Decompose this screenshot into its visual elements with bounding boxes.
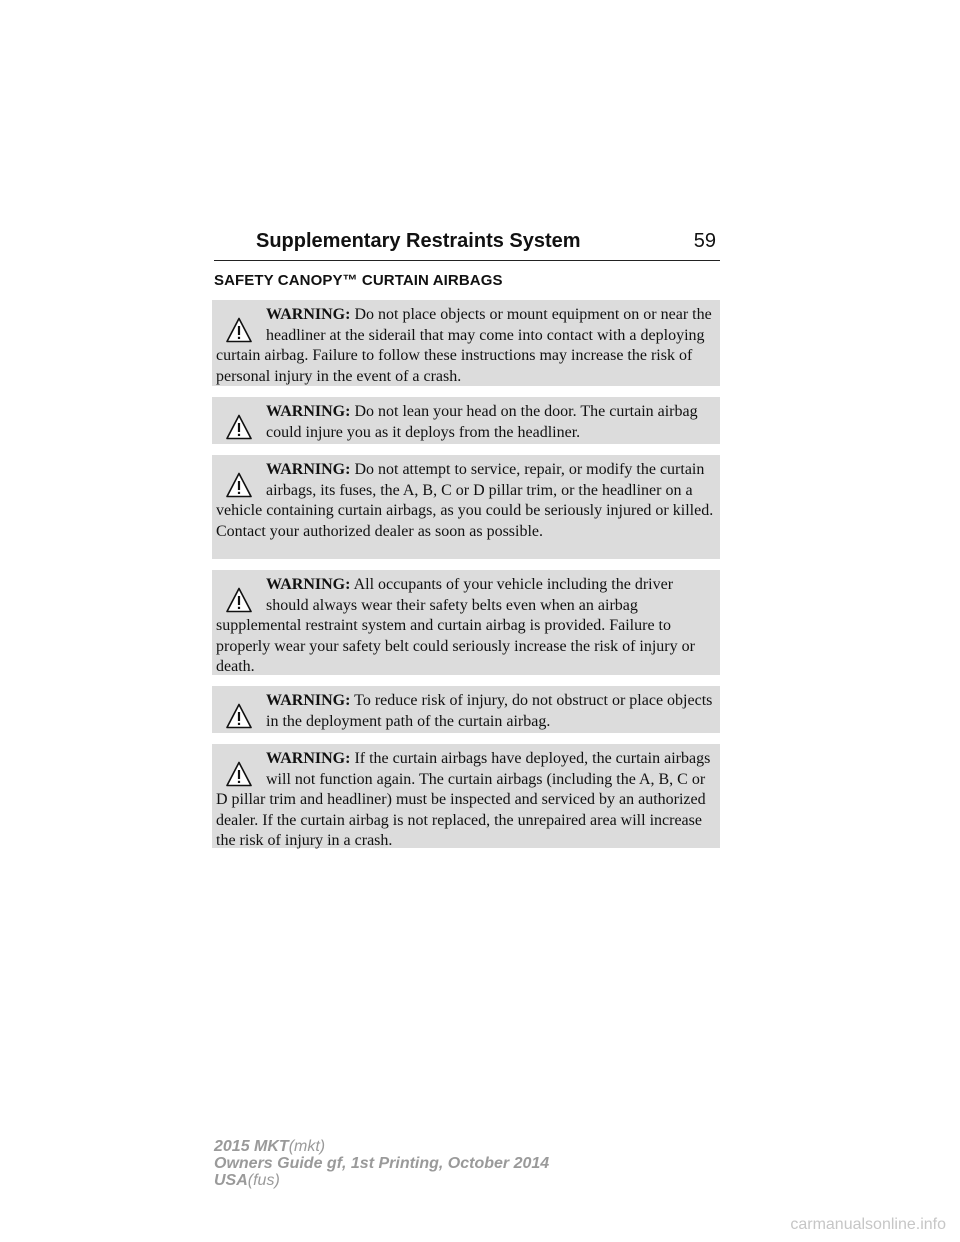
footer-line-2: Owners Guide gf, 1st Printing, October 2014 xyxy=(214,1155,550,1172)
warning-triangle-icon xyxy=(226,317,252,343)
warning-triangle-icon xyxy=(226,472,252,498)
warning-box-6 xyxy=(212,744,720,848)
warning-triangle-icon xyxy=(226,703,252,729)
warning-box-4 xyxy=(212,570,720,675)
warning-box-3 xyxy=(212,455,720,559)
warning-label: WARNING: xyxy=(266,461,351,478)
footer-region: USA xyxy=(214,1172,248,1189)
footer-model: 2015 MKT xyxy=(214,1138,289,1155)
warning-box-2 xyxy=(212,397,720,444)
warning-label: WARNING: xyxy=(266,403,351,420)
warning-text: Do not place objects or mount equipment on or near the headliner at the siderail that may come into contact with a deploying curtain airbag. Failure to follow these instructions may increase the risk of personal injury in the event of a crash. xyxy=(216,306,712,385)
warning-triangle-icon xyxy=(226,761,252,787)
warning-box-5 xyxy=(212,686,720,733)
footer xyxy=(214,1138,549,1189)
warning-label: WARNING: xyxy=(266,692,351,709)
warning-triangle-icon xyxy=(226,414,252,440)
header-title: Supplementary Restraints System xyxy=(256,230,581,252)
footer-line-3 xyxy=(214,1172,549,1189)
footer-model-code: (mkt) xyxy=(288,1138,326,1155)
page-number: 59 xyxy=(693,230,716,252)
warning-text: Do not lean your head on the door. The curtain airbag could injure you as it deploys from the headliner. xyxy=(266,403,698,441)
footer-region-code: (fus) xyxy=(247,1172,280,1189)
watermark: carmanualsonline.info xyxy=(790,1216,946,1233)
warning-text: If the curtain airbags have deployed, the curtain airbags will not function again. The curtain airbags (including the A, B, C or D pillar trim and headliner) must be inspected and serviced by an authorized dealer. If the curtain airbag is not replaced, the unrepaired area will increase the risk of injury in a crash. xyxy=(216,750,711,849)
warning-box-1 xyxy=(212,300,720,386)
warning-text: All occupants of your vehicle including the driver should always wear their safety belts even when an airbag supplemental restraint system and curtain airbag is provided. Failure to properly wear your safety belt could seriously increase the risk of injury or death. xyxy=(216,576,695,675)
warning-label: WARNING: xyxy=(266,576,351,593)
warning-triangle-icon xyxy=(226,587,252,613)
warning-label: WARNING: xyxy=(266,750,351,767)
warning-label: WARNING: xyxy=(266,306,351,323)
footer-line-1 xyxy=(214,1138,549,1155)
page-header xyxy=(214,226,720,261)
section-title: SAFETY CANOPY™ CURTAIN AIRBAGS xyxy=(214,272,503,289)
warning-text: To reduce risk of injury, do not obstruct or place objects in the deployment path of the curtain airbag. xyxy=(266,692,713,730)
warning-text: Do not attempt to service, repair, or modify the curtain airbags, its fuses, the A, B, C or D pillar trim, or the headliner on a vehicle containing curtain airbags, as you could be seriously injured or killed. Contact your authorized dealer as soon as possible. xyxy=(216,461,714,540)
